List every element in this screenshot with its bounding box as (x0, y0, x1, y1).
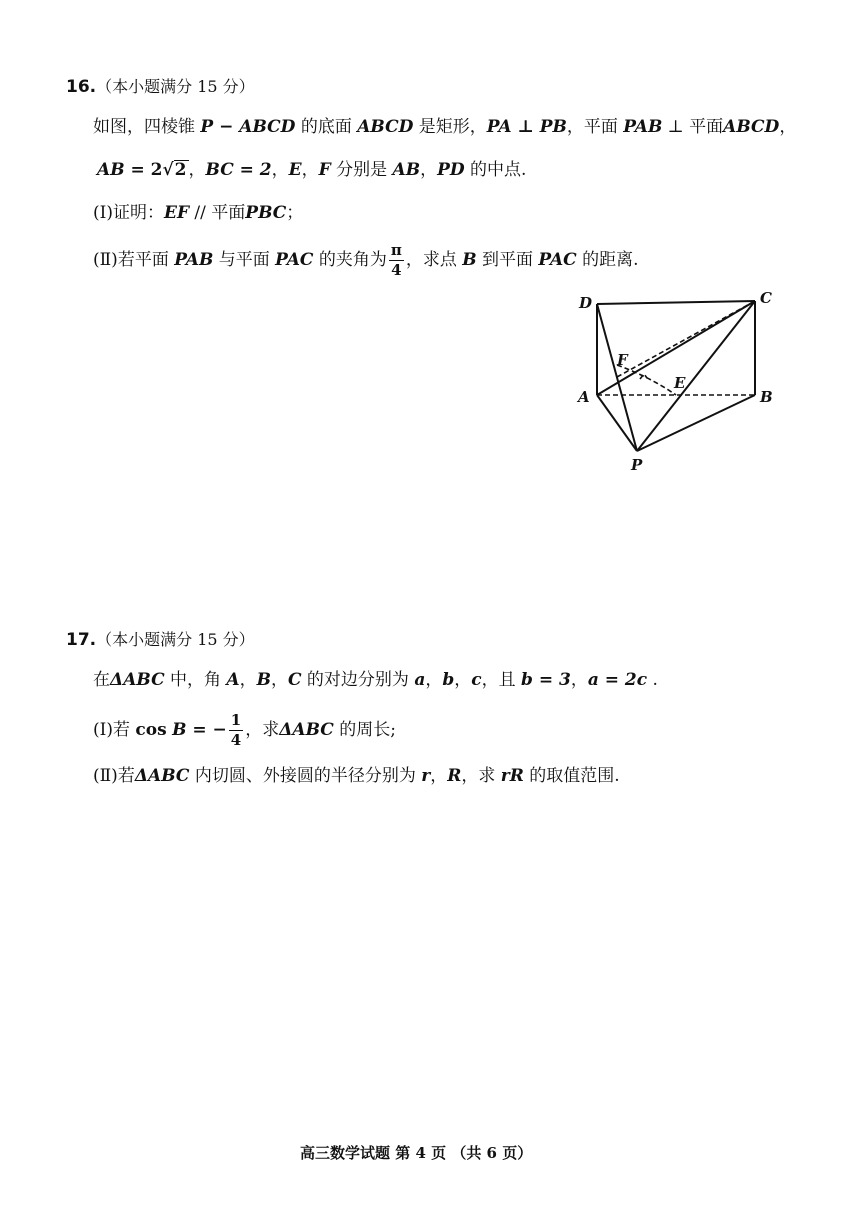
label-P: P (631, 456, 643, 474)
question-17-header (66, 627, 255, 650)
question-16-given: AB = 2√2 ，BC = 2，E，F 分别是 AB，PD 的中点. (97, 160, 527, 180)
question-16-header (66, 74, 255, 97)
edge-BP (637, 395, 755, 451)
question-16-number: 16. (66, 77, 97, 97)
label-F: F (617, 351, 628, 369)
page-footer: 高三数学试题 第 4 页 （共 6 页） (300, 1144, 533, 1162)
question-17-intro: 在ΔABC 中，角 A，B，C 的对边分别为 a，b，c，且 b = 3，a = 2c . (93, 670, 658, 690)
label-A: A (578, 388, 590, 406)
question-17-part-1: (Ⅰ)若 cos B = − $\frac{1}{4}$ ，求ΔABC 的周长; (93, 711, 396, 749)
edge-DC (597, 301, 755, 304)
question-16-part-2: (Ⅱ)若平面 PAB 与平面 PAC 的夹角为 $\frac{\pi}{4}$ ，求点 B 到平面 PAC 的距离. (93, 241, 639, 279)
label-B: B (760, 388, 773, 406)
label-E: E (674, 374, 686, 392)
question-16-score: （本小题满分 15 分） (96, 77, 255, 96)
pyramid-figure (570, 285, 790, 480)
label-D: D (579, 294, 593, 312)
hidden-segment-FE (617, 365, 676, 395)
question-17-score: （本小题满分 15 分） (96, 630, 255, 649)
question-17-part-2: (Ⅱ)若ΔABC 内切圆、外接圆的半径分别为 r，R，求 rR 的取值范围. (93, 766, 620, 786)
question-17-number: 17. (66, 630, 97, 650)
fraction-1-over-4: $\frac{1}{4}$ (230, 711, 242, 749)
question-16-intro: 如图，四棱锥 P − ABCD 的底面 ABCD 是矩形，PA ⊥ PB，平面 PAB ⊥ 平面ABCD， (93, 117, 797, 137)
edge-DP (597, 304, 637, 451)
label-C: C (760, 289, 772, 307)
edge-AP (597, 395, 637, 451)
sqrt-radicand: 2 (174, 160, 187, 180)
edge-CP (637, 301, 755, 451)
fraction-pi-over-4: $\frac{\pi}{4}$ (390, 241, 402, 279)
question-16-part-1: (Ⅰ)证明：EF // 平面PBC； (93, 203, 304, 223)
